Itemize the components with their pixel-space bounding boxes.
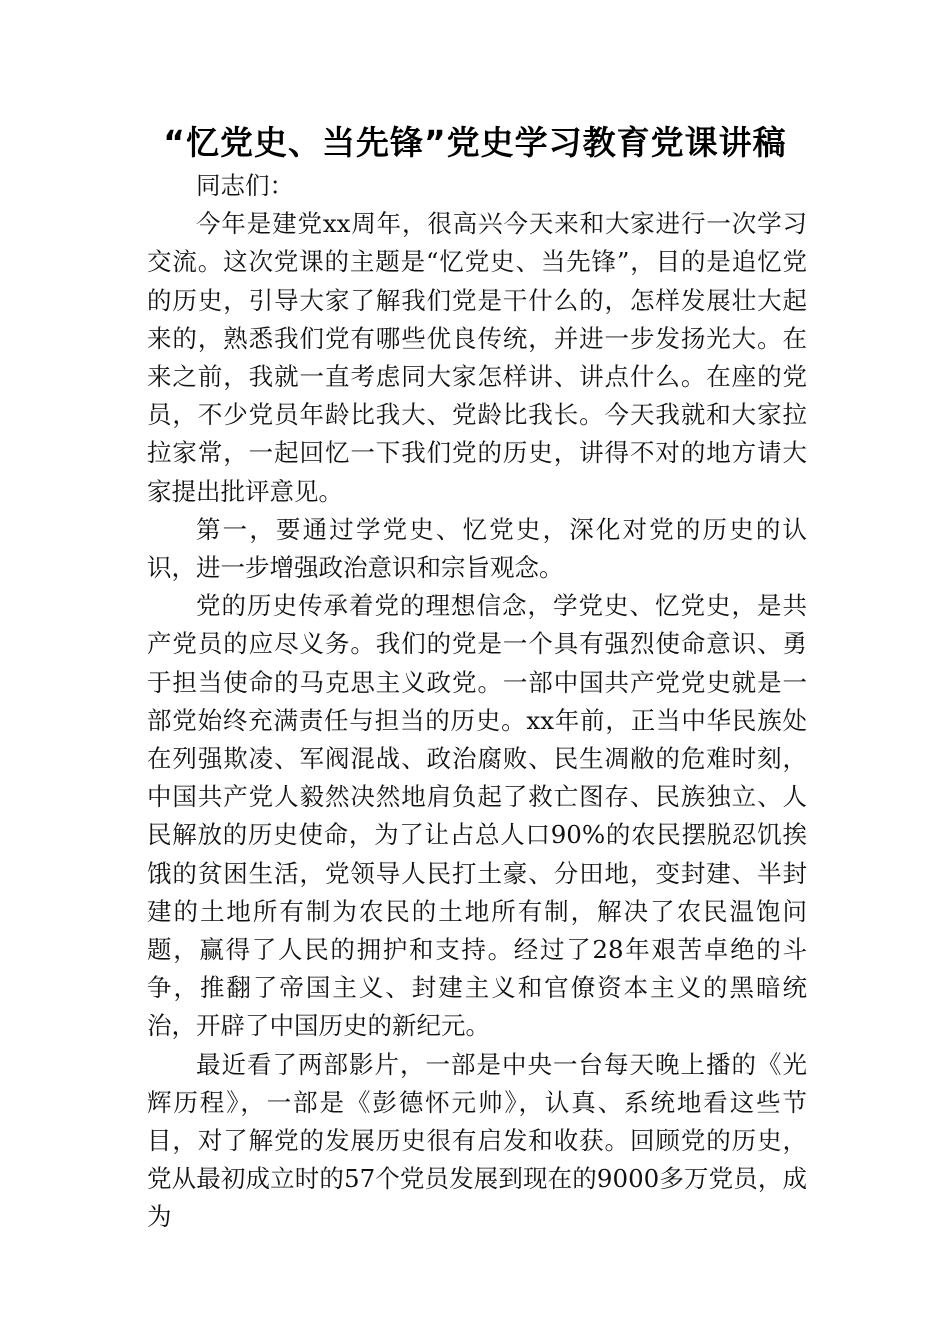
paragraph-films: 最近看了两部影片，一部是中央一台每天晚上播的《光辉历程》，一部是《彭德怀元帅》，认真、系统地看这些节目，对了解党的发展历史很有启发和收获。回顾党的历史，党从最初成立时的57个党员发展到现在的9000多万党员，成为 <box>147 1049 807 1232</box>
document-title: “忆党史、当先锋”党史学习教育党课讲稿 <box>163 123 787 162</box>
document-body <box>147 167 807 1237</box>
paragraph-intro: 今年是建党xx周年，很高兴今天来和大家进行一次学习交流。这次党课的主题是“忆党史、当先锋”，目的是追忆党的历史，引导大家了解我们党是干什么的，怎样发展壮大起来的，熟悉我们党有哪些优良传统，并进一步发扬光大。在来之前，我就一直考虑同大家怎样讲、讲点什么。在座的党员，不少党员年龄比我大、党龄比我长。今天我就和大家拉拉家常，一起回忆一下我们党的历史，讲得不对的地方请大家提出批评意见。 <box>147 209 807 506</box>
salutation: 同志们： <box>196 171 294 200</box>
paragraph-first-point: 第一，要通过学党史、忆党史，深化对党的历史的认识，进一步增强政治意识和宗旨观念。 <box>147 514 807 583</box>
paragraph-party-history: 党的历史传承着党的理想信念，学党史、忆党史，是共产党员的应尽义务。我们的党是一个具有强烈使命意识、勇于担当使命的马克思主义政党。一部中国共产党党史就是一部党始终充满责任与担当的历史。xx年前，正当中华民族处在列强欺凌、军阀混战、政治腐败、民生凋敝的危难时刻，中国共产党人毅然决然地肩负起了救亡图存、民族独立、人民解放的历史使命，为了让占总人口90%的农民摆脱忍饥挨饿的贫困生活，党领导人民打土豪、分田地，变封建、半封建的土地所有制为农民的土地所有制，解决了农民温饱问题，赢得了人民的拥护和支持。经过了28年艰苦卓绝的斗争，推翻了帝国主义、封建主义和官僚资本主义的黑暗统治，开辟了中国历史的新纪元。 <box>147 591 807 1041</box>
